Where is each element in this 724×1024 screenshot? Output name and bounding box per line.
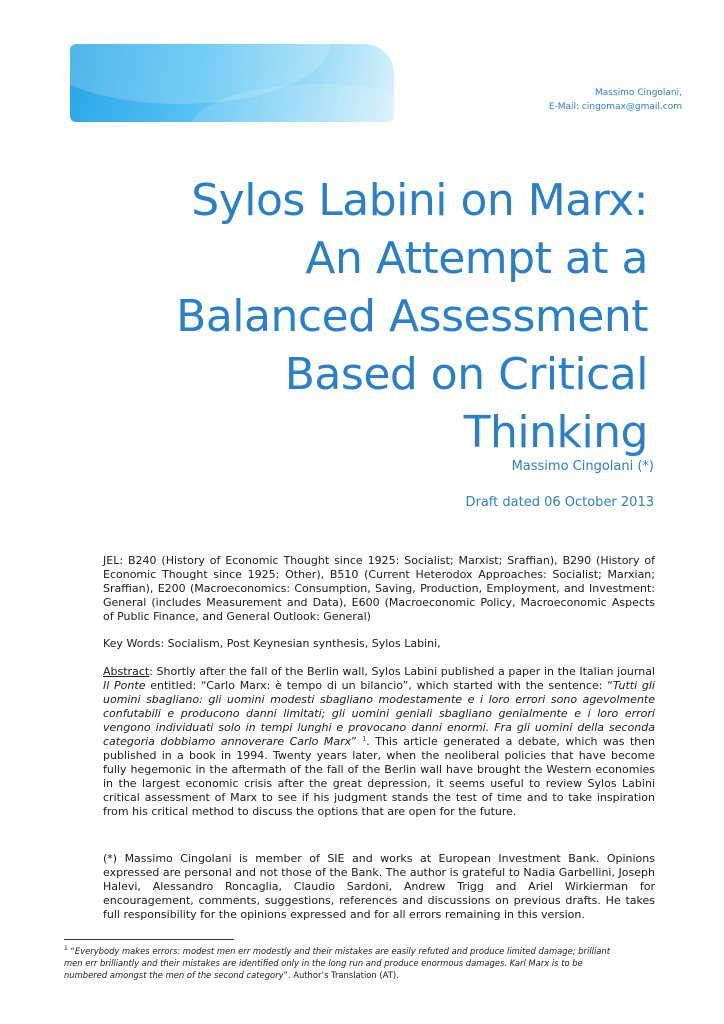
footnote-divider (64, 939, 234, 940)
draft-date: Draft dated 06 October 2013 (465, 495, 654, 510)
keywords (103, 637, 655, 651)
abstract-quote: Tutti gli uomini sbagliano: gli uomini modesti sbagliano modestamente e i loro errori sono agevolmente confutabili e producono danni limitati; gli uomini geniali sbagliano genialmente e i loro errori vengono individuati solo in tempi lunghi e provocano danni enormi. Fra gli uomini della seconda categoria dobbiamo annoverare Carlo Marx (103, 679, 655, 748)
abstract-text: entitled: “Carlo Marx: è tempo di un bilancio”, which started with the sentence: “ (145, 679, 613, 692)
abstract (103, 665, 655, 819)
header-contact (549, 86, 682, 114)
title-line: Thinking (463, 407, 648, 458)
header-email: E-Mail: cingomax@gmail.com (548, 102, 682, 112)
title-line: Balanced Assessment (176, 291, 648, 342)
header-author: Massimo Cingolani, (594, 88, 682, 98)
title-line: Sylos Labini on Marx: (191, 175, 648, 226)
title-line: Based on Critical (284, 349, 648, 400)
abstract-paragraph (103, 665, 655, 819)
header-banner (70, 44, 394, 122)
footnote-close: ”. Author’s Translation (AT). (283, 970, 399, 980)
author-note-text: (*) Massimo Cingolani is member of SIE and works at European Investment Bank. Opinions expressed are personal and not those of the Bank. The author is grateful to Nadia Garbellini, Joseph Halevi, Alessandro Roncaglia, Claudio Sardoni, Andrew Trigg and Ariel Wirkierman for encouragement, comments, suggestions, references and discussions on previous drafts. He takes full responsibility for the opinions expressed and for all errors remaining in this version. (103, 852, 655, 921)
abstract-label: Abstract (103, 665, 150, 678)
jel-codes (103, 554, 655, 624)
footnote-open-quote: “ (67, 946, 75, 956)
title-line: An Attempt at a (305, 233, 648, 284)
abstract-text: ” (351, 735, 363, 748)
journal-name: Il Ponte (103, 679, 146, 692)
keywords-text: Key Words: Socialism, Post Keynesian synthesis, Sylos Labini, (103, 637, 441, 650)
author-name: Massimo Cingolani (*) (511, 459, 654, 474)
abstract-text: : Shortly after the fall of the Berlin wall, Sylos Labini published a paper in the Italian journal (149, 665, 655, 678)
footnote-marker: 1 (64, 945, 68, 953)
footnote (64, 945, 624, 981)
footnote-text: Everybody makes errors: modest men err modestly and their mistakes are easily refuted and produce limited damage; brilliant men err brilliantly and their mistakes are identified only in the long run and produce enormous damages. Karl Marx is to be numbered amongst the men of the second category (64, 946, 611, 980)
jel-text: JEL: B240 (History of Economic Thought since 1925: Socialist; Marxist; Sraffian), B290 (History of Economic Thought since 1925: Other), B510 (Current Heterodox Approaches: Socialist; Marxian; Sraffian), E200 (Macroeconomics: Consumption, Saving, Production, Employment, and Investment: General (includes Measurement and Data), E600 (Macroeconomic Policy, Macroeconomic Aspects of Public Finance, and General Outlook: General) (103, 554, 655, 623)
footnote-reference[interactable]: 1 (362, 735, 367, 743)
author-note (103, 852, 655, 922)
abstract-text: . This article generated a debate, which was then published in a book in 1994. Twenty years later, when the neoliberal policies that have become fully hegemonic in the aftermath of the fall of the Berlin wall have brought the Western economies in the largest economic crisis after the great depression, it seems useful to review Sylos Labini critical assessment of Marx to see if his judgment stands the test of time and to take inspiration from his critical method to discuss the options that are open for the future. (103, 735, 656, 818)
page-title (128, 172, 648, 462)
